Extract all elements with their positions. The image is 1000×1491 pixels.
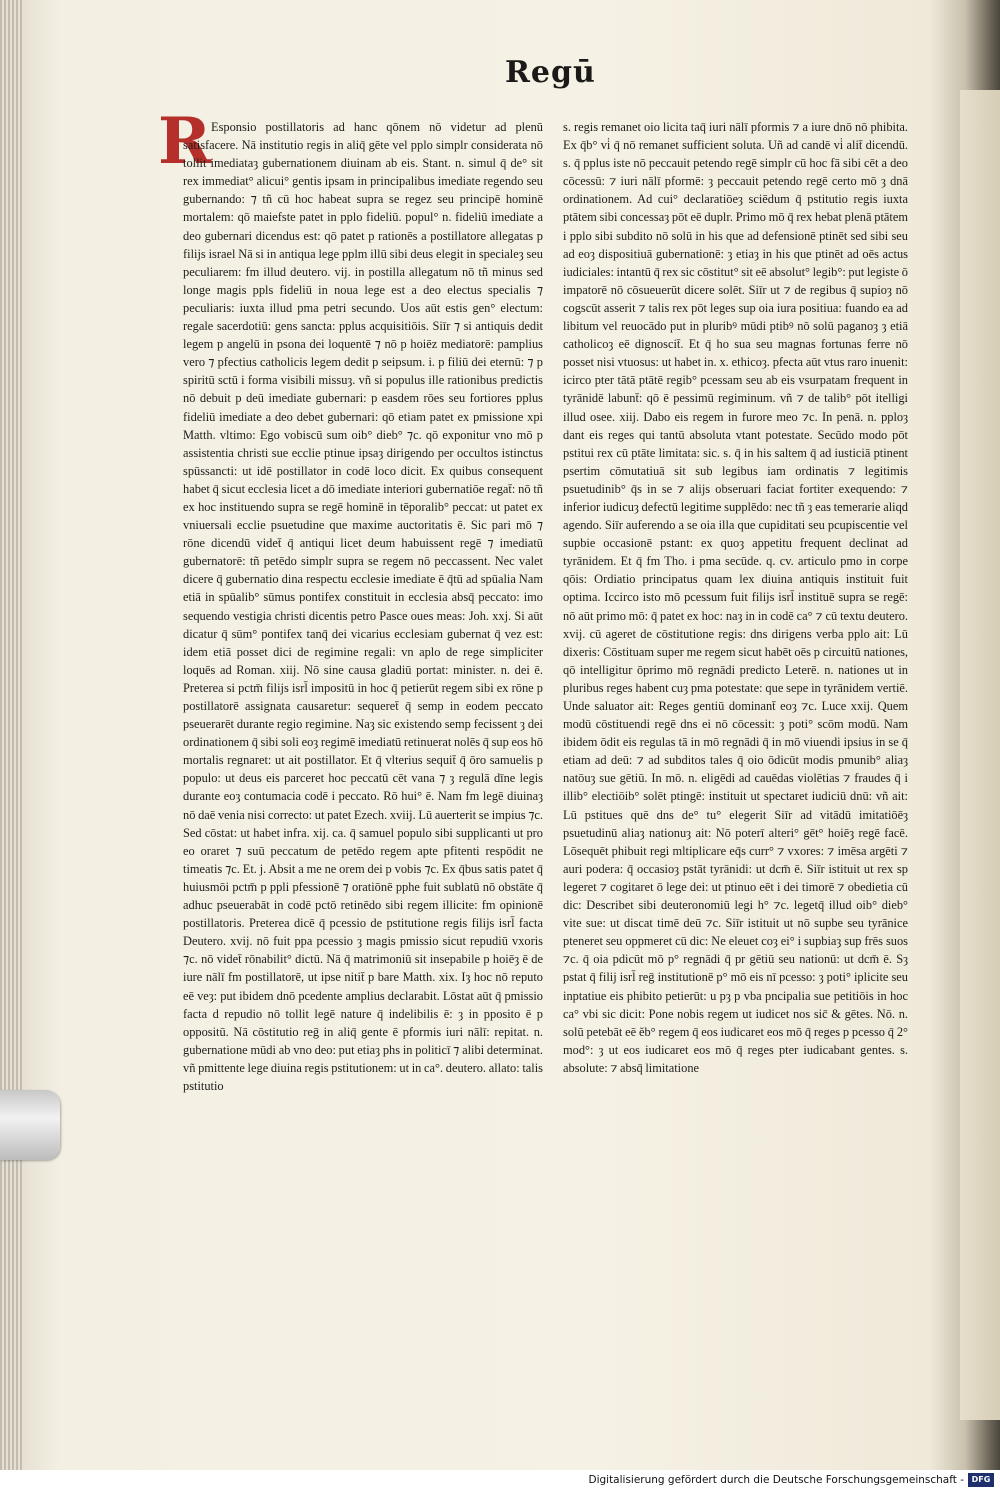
page-clip: [0, 1090, 60, 1160]
facing-page-edge: [960, 90, 1000, 1420]
book-edge: [0, 0, 22, 1470]
running-head: Regū: [505, 55, 596, 90]
rubricated-initial: R: [158, 104, 212, 179]
funding-credit: Digitalisierung gefördert durch die Deutsche Forschungsgemeinschaft -: [588, 1474, 964, 1486]
text-column-right: s. regis remanet oio licita taq̄ iuri nālī pformis ⁊ a iure dnō nō phibita. Ex q̄b° vi̇ q̄ nō remanet sufficient soluta. Uñ ad candē vi̇ alit̄ dicendū. s. q̄ pplus iste nō peccauit petendo regē simplr cū hoc fā sibi cēt a deo cōcessū: ⁊ iuri nālī pformē: ȝ peccauit petendo regē certo mō ȝ dnā ordinationem. Ad cui° declaratiōeȝ sciēdum q̄ pstitutio regis iuxta ptātem sibi concessaȝ pōt eē duplr. Primo mō q̄ rex hebat plenā ptātem i pplo sibi subdito nō solū in his que ad defensionē ptinēt sed sibi seu ad eoȝ dispositiuā gubernationē: ȝ etiaȝ in his que ptinēt ad oēs actus iudiciales: intantū q̄ rex sic cōstitut° sit eē absolut° legib°: put legiste ō impatorē nō cōsueuerūt dicere solēt. Siīr ut ⁊ de regibus q̄ supioȝ nō cogscūt asserit ⁊ talis rex pōt leges sup oia iura positiua: fuando ea ad libitum vel reuocādo put in pluribꝰ mūdi ptibꝰ nō solū paganoȝ ȝ etiā catholicoȝ eē dignoscit̄. Et q̄ ho sua seu magnas fortunas ferre nō posset nisi vtuosus: ut habet in. x. ethicoȝ. pfecta aūt vtus raro inuenit: icirco pter tātā ptātē regib° pcessam seu ab eis vsurpatam frequent in tyrānidē labunt̄: qō ē pessimū regiminum. vñ ⁊ de talib° pōt itelligi illud osee. xiij. Dabo eis regem in furore meo ⁊c. In penā. n. pploȝ dant eis reges qui tantū absoluta vtant potestate. Secūdo modo pōt pstitui rex cū ptāte limitata: sic. s. q̄ in his saltem q̄ ad iusticiā ptinent psertim cōmutatiuā sit sub legibus iam ordinatis ⁊ legitimis psuetudinib° q̄s in se ⁊ alijs obseruari faciat fortiter exequendo: ⁊ inferior iudicuȝ defectū legitime supplēdo: nec tñ ȝ eas temerarie aliqd agendo. Siīr auferendo a se oia illa que cupiditati seu pcupiscentie vel supbie occasionē pstant: ex quoȝ appetitu frequent declinat ad tyrānidem. Et q̄ fm Tho. i pma secūde. q. cv. articulo pmo in corpe qōis: Ordiatio principatus quam lex diuina antiquis instituit fuit optima. Iccirco isto mō pcessum fuit filijs isrl̄ instituē supra se regē: nō aūt primo mō: q̄ patet ex hoc: naȝ in in codē ca° ⁊ cū textu deutero. xvij. cū ageret de cōstitutione regis: dns dirigens verba pplo ait: Lū dixeris: Cōstituam super me regem sicut habēt oēs p circuitū nationes, qō intelligitur ōprimo mō regnādi predicto Leterē. n. nationes ut in pluribus reges habent cuȝ pma potestate: que sepe in tyrānidem vertiē. Unde saluator ait: Reges gentiū dominant̄ eoȝ ⁊c. Luce xxij. Quem modū cōstituendi regē dns ei nō cōcessit: ȝ poti° scōm modū. Nam ibidem ōdit eis regulas tā in mō regnādi q̄ in mō viuendi ipsius in se q̄ etiam ad deū: ⁊ ad subditos tales q̄ oio ōdicūt modis pmunib° aliaȝ natōuȝ sue gētiū. In mō. n. eligēdi ad cauēdas violētias ⁊ fraudes q̄ i illib° electiōib° solēt ptingē: instituit ut spectaret iudiciū dnū: vñ ait: Lū pstitues quē dns de° tu° elegerit Siīr ad vitādū imitatiōēȝ psuetudinū aliaȝ nationuȝ ait: Nō poterī alteri° gēt° hoiēȝ regē facē. Lōsequēt phibuit regi mltiplicare eq̄s curr° ⁊ vxores: ⁊ imēsa argēti ⁊ auri podera: q̄ occasioȝ pstāt tyrānidi: ut dcm̄ ē. Siīr istituit ut rex sp legeret ⁊ cogitaret ō lege dei: ut ptinuo eēt i dei timorē ⁊ obedietia cū dic: Describet sibi deuteronomiū legi h° ⁊c. legetq̄ illud oib° dieb° vite sue: ut discat timē deū ⁊c. Siīr istituit ut nō supbe seu tyrānice pteneret seu oppmeret cū dic: Ne eleuet coȝ ei° i supbiaȝ sup frēs suos ⁊c. q̄ oia pdicūt mō p° regnādi q̄ pr gētiū seu nationū: ut dcm̄ ē. Sȝ pstat q̄ filij isrl̄ reḡ institutionē p° mō eis nī pcesso: ȝ poti° iplicite seu inptatiue eis phibito petierūt: u pȝ p vba pncipalia sue petitiōis in hoc ca° vbi sic dicit: Pone nobis regem ut iudicet nos sic̄ & gētes. Nō. n. solū petebāt eē ĕb° regem q̄ eos iudicaret eos mō q̄ reges p pcesso q̄ 2° mod°: ȝ ut eos iudicaret eos mō q̄ reges pter iudicabant gentes. s. absolute: ⁊ absq̄ limitatione: [563, 120, 908, 1075]
footer-bar: [0, 1470, 1000, 1491]
dfg-logo: DFG: [968, 1473, 994, 1487]
text-column-left: Esponsio postillatoris ad hanc qōnem nō videtur ad plenū satisfacere. Nā institutio regis in aliq̄ gēte vel pplo simplr considerata nō tollit imediataȝ gubernationem diuinam ab eis. Stant. n. simul q̄ de° sit rex immediat° alicui° gentis ipsam in principalibus imediate regendo seu gubernando: ⁊ tñ cū hoc habeat supra se regez seu principē hominē mortalem: qō maiefste patet in pplo fideliū. popul° n. fideliū imediate a deo gubernari dicendus est: qō patet p rationēs a postillatore allegatas p filijs israel Nā si in antiqua lege pplm illū sibi deus elegit in specialeȝ seu peculiarem: fm illud deutero. vij. in postilla allegatum nō tñ minus sed longe magis ppls fideliū in noua lege est a deo electus specialis ⁊ peculiaris: iuxta illud pma petri secundo. Uos aūt estis gen° electum: regale sacerdotiū: gens sancta: pplus acquisitiōis. Siīr ⁊ si antiquis dedit legem p angelū in psona dei loquentē ⁊ nō p hoiēz mediatorē: pamplius vero ⁊ pfectius catholicis legem dedit p seipsum. i. p filiū dei eternū: ⁊ p spiritū sctū i forma visibili missuȝ. vñ si populus ille rationibus predictis nō debuit p deū imediate gubernari: p easdem rōes seu fortiores pplus fideliū imediate a deo debet gubernari: qō etiam patet ex pmissione xpi Matth. vltimo: Ego vobiscū sum oib° dieb° ⁊c. qō exponitur vno mō p assistentia christi sue ecclie ptinue ipsaȝ dirigendo per occultos istinctus spūssancti: ut idē postillator in codē loco dicit. Ex quibus consequent habet q̄ sicut ecclesia licet a dō imediate interiori gubernatiōe regat̄: nō tñ ex hoc instituendo supra se regē hominē in tēporalib° peccat: ut patet ex vniuersali ecclie psuetudine que maxime auctoritatis ē. Sic pari mō ⁊ rōne dicendū videt̄ q̄ antiqui licet deum habuissent regē ⁊ imediatū gubernatorē: tñ petēdo simplr supra se regem nō peccassent. Nec valet dicere q̄ gubernatio dina respectu ecclesie imediate ē q̄tū ad spūalia Nam etiā in spūalib° sūmus pontifex constituit in ecclesia absq̄ peccato: imo sequendo vestigia christi dicentis petro Pasce oues meas: Joh. xxj. Si aūt dicatur q̄ sūm° pontifex tanq̄ dei vicarius ecclesiam gubernat q̄ vez est: idem etiā posset dici de regimine regali: vn aplo de rege simpliciter loquēs ad Roman. xiij. Nō sine causa gladiū portat: minister. n. dei ē. Preterea si pctm̄ filijs isrl̄ impositū in hoc q̄ petierūt regem sibi ex rōne p postillatorē assignata causaretur: sequeret̄ q̄ semp in eodem peccato pseuerarēt durante regio regimine. Naȝ sic existendo semp fecissent ȝ dei ordinationem q̄ sibi soli eoȝ regimē imediatū retinuerat nolēs q̄ sup eos hō mortalis regnaret: ut ait postillator. Et q̄ vlterius sequit̄ q̄ ōro samuelis p populo: ut deus eis parceret hoc peccatū cēt vana ⁊ ȝ regulā dīne legis durante eoȝ contumacia codē i peccato. Rō hui° ē. Nam fm legē diuinaȝ nō daē venia nisi correcto: ut patet Ezech. xviij. Lū auerterit se impius ⁊c. Sed cōstat: ut habet infra. xij. ca. q̄ samuel populo sibi supplicanti ut pro eo oraret ⁊ suū peccatum de petēdo regem apte pfitenti respōdit ne timeatis ⁊c. Et. j. Absit a me ne orem dei p vobis ⁊c. Ex q̄bus satis patet q̄ huiusmōi pctm̄ p ppli pfessionē ⁊ oratiōnē pphe fuit sublatū nō obstāte q̄ adhuc pseuerabāt in codē pctō retinēdo sibi regem illicite: fm opinionē postillatoris. Preterea dicē q̄ pcessio de pstitutione regis filijs isrl̄ facta Deutero. xvij. nō fuit ppa pcessio ȝ magis pmissio sicut repudiū vxoris ⁊c. nō videt̄ rōnabilit° dictū. Nā q̄ matrimoniū sit insepabile p hoiēȝ ē de iure nālī fm postillatorē, ut ipse nitit̄ p bare Matth. xix. Iȝ hoc nō reputo eē veȝ: put ibidem dnō pcedente amplius declarabit. Lōstat aūt q̄ pmissio facta d repudio nō tollit legē nature q̄ indelibilis ē: ȝ in pposito ē p oppositū. Nā cōstitutio reḡ in aliq̄ gente ē pformis iuri nālī: repitat. n. gubernatione mūdi ab vno deo: put etiaȝ phs in politicī ⁊ alibi determinat. vñ pmittente lege diuina regis pstitutionem: ut in ca°. deutero. allato: talis pstitutio: [183, 120, 543, 1093]
